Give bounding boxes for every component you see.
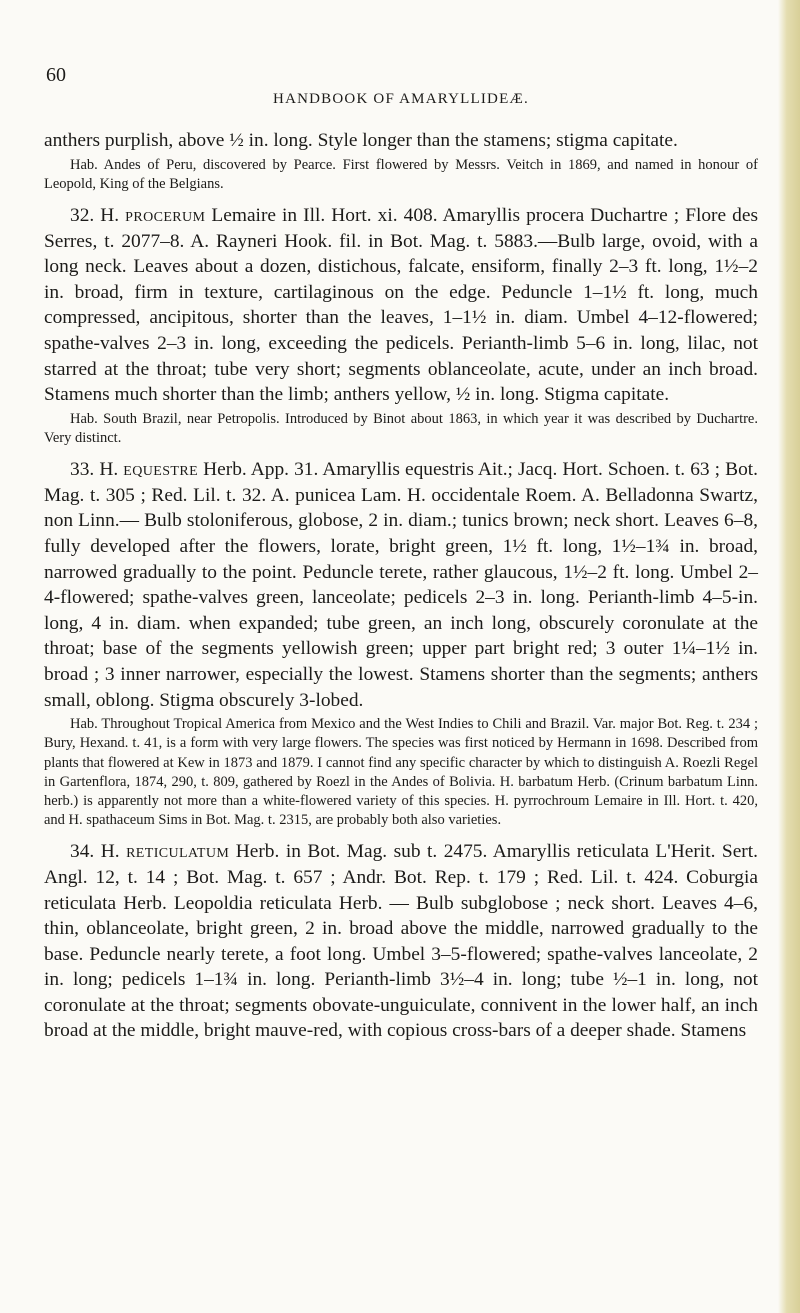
entry-number: 32. H. — [70, 205, 120, 226]
species-epithet: procerum — [125, 205, 206, 226]
page-body — [44, 128, 758, 1044]
page-number: 60 — [46, 64, 66, 86]
entry-number: 33. H. — [70, 459, 119, 481]
habitat-note: Hab. Throughout Tropical America from Mexico and the West Indies to Chili and Brazil. Var. major Bot. Reg. t. 234 ; Bury, Hexand. t. 41, is a form with very large flowers. The species was first noticed by Hermann in 1698. Described from plants that flowered at Kew in 1873 and 1879. I cannot find any specific character by which to distinguish A. Roezli Regel in Gartenflora, 1874, 290, t. 809, gathered by Roezl in the Andes of Bolivia. H. barbatum Herb. (Crinum barbatum Linn. herb.) is apparently not more than a white-flowered variety of this species. H. pyrrochroum Lemaire in Ill. Hort. t. 420, and H. spathaceum Sims in Bot. Mag. t. 2315, are probably both also varieties. — [44, 716, 758, 829]
page-edge-shadow — [778, 0, 800, 1313]
running-title: HANDBOOK OF AMARYLLIDEÆ. — [273, 91, 529, 107]
entry-description: Herb. in Bot. Mag. sub t. 2475. Amaryllis reticulata L'Herit. Sert. Angl. 12, t. 14 ; Bot. Mag. t. 657 ; Andr. Bot. Rep. t. 179 ; Red. Lil. t. 424. Coburgia reticulata Herb. Leopoldia reticulata Herb. — Bulb subglobose ; neck short. Leaves 4–6, thin, oblanceolate, bright green, 2 in. broad above the middle, narrowed gradually to the base. Peduncle nearly terete, a foot long. Umbel 3–5-flowered; spathe-valves lanceolate, 2 in. long; pedicels 1–1¾ in. long. Perianth-limb 3½–4 in. long; tube ½–1 in. long, not coronulate at the throat; segments obovate-unguiculate, connivent in the lower half, an inch broad at the middle, bright mauve-red, with copious cross-bars of a deeper shade. Stamens — [44, 841, 758, 1042]
habitat-note: Hab. Andes of Peru, discovered by Pearce. First flowered by Messrs. Veitch in 1869, and named in honour of Leopold, King of the Belgians. — [44, 156, 758, 192]
species-epithet: equestre — [123, 459, 199, 481]
continuation-paragraph: anthers purplish, above ½ in. long. Style longer than the stamens; stigma capitate. — [44, 130, 678, 151]
species-entry-33 — [44, 457, 758, 713]
species-epithet: reticulatum — [126, 841, 230, 863]
species-entry-32 — [44, 203, 758, 408]
entry-description: Lemaire in Ill. Hort. xi. 408. Amaryllis procera Duchartre ; Flore des Serres, t. 2077–8. A. Rayneri Hook. fil. in Bot. Mag. t. 5883.—Bulb large, ovoid, with a long neck. Leaves about a dozen, distichous, falcate, ensiform, finally 2–3 ft. long, 1½–2 in. broad, firm in texture, cartilaginous on the edge. Peduncle 1–1½ ft. long, much compressed, ancipitous, shorter than the leaves, 1–1½ in. diam. Umbel 4–12-flowered; spathe-valves 2–3 in. long, exceeding the pedicels. Perianth-limb 5–6 in. long, lilac, not starred at the throat; tube very short; segments oblanceolate, acute, under an inch broad. Stamens much shorter than the limb; anthers yellow, ½ in. long. Stigma capitate. — [44, 205, 758, 406]
entry-number: 34. H. — [70, 841, 120, 863]
species-entry-34 — [44, 839, 758, 1044]
habitat-note: Hab. South Brazil, near Petropolis. Introduced by Binot about 1863, in which year it was described by Duchartre. Very distinct. — [44, 410, 758, 446]
entry-description: Herb. App. 31. Amaryllis equestris Ait.; Jacq. Hort. Schoen. t. 63 ; Bot. Mag. t. 305 ; Red. Lil. t. 32. A. punicea Lam. H. occidentale Roem. A. Belladonna Swartz, non Linn.— Bulb stoloniferous, globose, 2 in. diam.; tunics brown; neck short. Leaves 6–8, fully developed after the flowers, lorate, bright green, 1½ ft. long, 1½–1¾ in. broad, narrowed gradually to the point. Peduncle terete, rather glaucous, 1½–2 ft. long. Umbel 2–4-flowered; spathe-valves green, lanceolate; pedicels 2–3 in. long. Perianth-limb 4–5-in. long, 4 in. diam. when expanded; tube green, an inch long, obscurely coronulate at the throat; base of the segments yellowish green; upper part bright red; 3 outer 1¼–1½ in. broad ; 3 inner narrower, especially the lowest. Stamens shorter than the segments; anthers small, oblong. Stigma obscurely 3-lobed. — [44, 459, 759, 711]
